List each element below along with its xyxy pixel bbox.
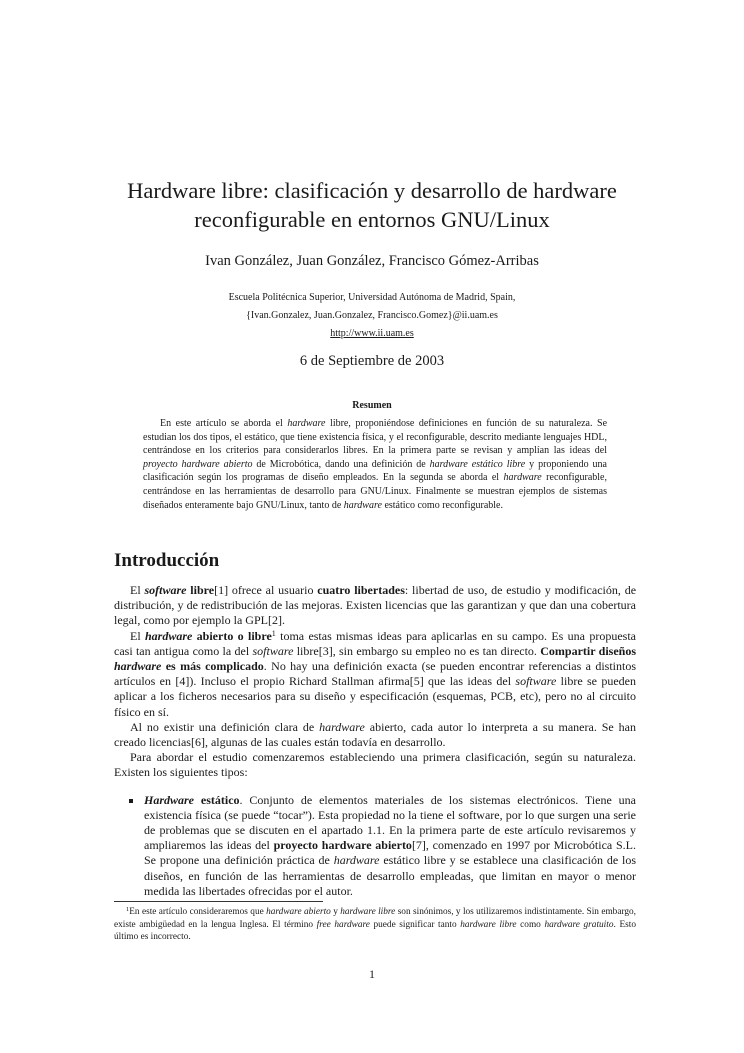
list-item: Hardware estático. Conjunto de elementos materiales de los sistemas electrónicos. Tiene una existencia física (se puede “tocar”). Esta propiedad no la tiene el software, por lo que surgen una serie de problemas que se discuten en el apartado 1.1. En la primera parte de este artículo revisaremos y ampliaremos las ideas del proyecto hardware abierto[7], comenzado en 1997 por Microbótica S.L. Se propone una definición práctica de hardware estático libre y se establece una clasificación de los diseños, en función de las herramientas de desarrollo empleadas, que limitan en mayor o menor medida las libertades ofrecidas por el autor. bbox=[144, 793, 636, 899]
paragraph-3: Al no existir una definición clara de hardware abierto, cada autor lo interpreta a su manera. Se han creado licencias[6], algunas de las cuales están todavía en desarrollo. bbox=[114, 719, 636, 750]
paragraph-1: El software libre[1] ofrece al usuario cuatro libertades: libertad de uso, de estudio y modificación, de distribución, y de redistribución de las mejoras. Existen licencias que las garantizan y que dan una cobertura legal, como por ejemplo la GPL[2]. bbox=[114, 583, 637, 628]
footnote-1: $^1$En este artículo consideraremos que hardware abierto y hardware libre son sinónimos, y los utilizaremos indistintamente. Sin embargo, existe ambigüedad en la lengua Inglesa. El término free hardware puede significar tanto hardware libre como hardware gratuito. Esto último es incorrecto. bbox=[114, 906, 637, 943]
page-number: 1 bbox=[369, 967, 375, 981]
section-heading-introduccion: Introducción bbox=[114, 550, 220, 571]
introduction-body bbox=[114, 583, 636, 899]
abstract-heading: Resumen bbox=[352, 400, 392, 411]
affiliation: Escuela Politécnica Superior, Universidad Autónoma de Madrid, Spain, bbox=[228, 292, 516, 303]
bullet-square-icon bbox=[129, 799, 133, 803]
title-line-1: Hardware libre: clasificación y desarrollo de hardware bbox=[127, 178, 617, 203]
affiliation-block bbox=[0, 289, 744, 343]
author-emails: {Ivan.Gonzalez, Juan.Gonzalez, Francisco.Gomez}@ii.uam.es bbox=[246, 310, 498, 321]
paragraph-2: El hardware abierto o libre$^1$ toma estas mismas ideas para aplicarlas en su campo. Es una propuesta casi tan antigua como la del software libre[3], sin embargo su empleo no es tan directo. Compartir diseños hardware es más complicado. No hay una definición exacta (se pueden encontrar referencias a distintos artículos en [4]). Incluso el propio Richard Stallman afirma[5] que las ideas del software libre se pueden aplicar a los ficheros necesarios para su diseño y especificación (esquemas, PCB, etc), pero no al circuito físico en sí. bbox=[114, 628, 637, 719]
abstract-text: En este artículo se aborda el hardware libre, proponiéndose definiciones en función de su naturaleza. Se estudian los dos tipos, el estático, que tiene existencia física, y el reconfigurable, descrito mediante lenguajes HDL, centrándose en los criterios para considerarlos libres. En la primera parte se revisan y amplían las ideas del proyecto hardware abierto de Microbótica, dando una definición de hardware estático libre y proponiendo una clasificación según los programas de diseño empleados. En la segunda se aborda el hardware reconfigurable, centrándose en las herramientas de desarrollo para GNU/Linux. Finalmente se muestran ejemplos de sistemas diseñados enteramente bajo GNU/Linux, tanto de hardware estático como reconfigurable. bbox=[143, 418, 608, 511]
paper-title bbox=[0, 176, 744, 234]
paragraph-4: Para abordar el estudio comenzaremos estableciendo una primera clasificación, según su naturaleza. Existen los siguientes tipos: bbox=[114, 750, 636, 780]
title-line-2: reconfigurable en entornos GNU/Linux bbox=[194, 207, 550, 232]
footnote-divider bbox=[114, 901, 323, 902]
institution-url-link[interactable]: http://www.ii.uam.es bbox=[330, 328, 414, 339]
types-list bbox=[114, 793, 636, 899]
author-list: Ivan González, Juan González, Francisco Gómez-Arribas bbox=[205, 253, 539, 269]
publication-date: 6 de Septiembre de 2003 bbox=[299, 353, 445, 369]
footnote-mark[interactable]: 1 bbox=[271, 628, 276, 638]
